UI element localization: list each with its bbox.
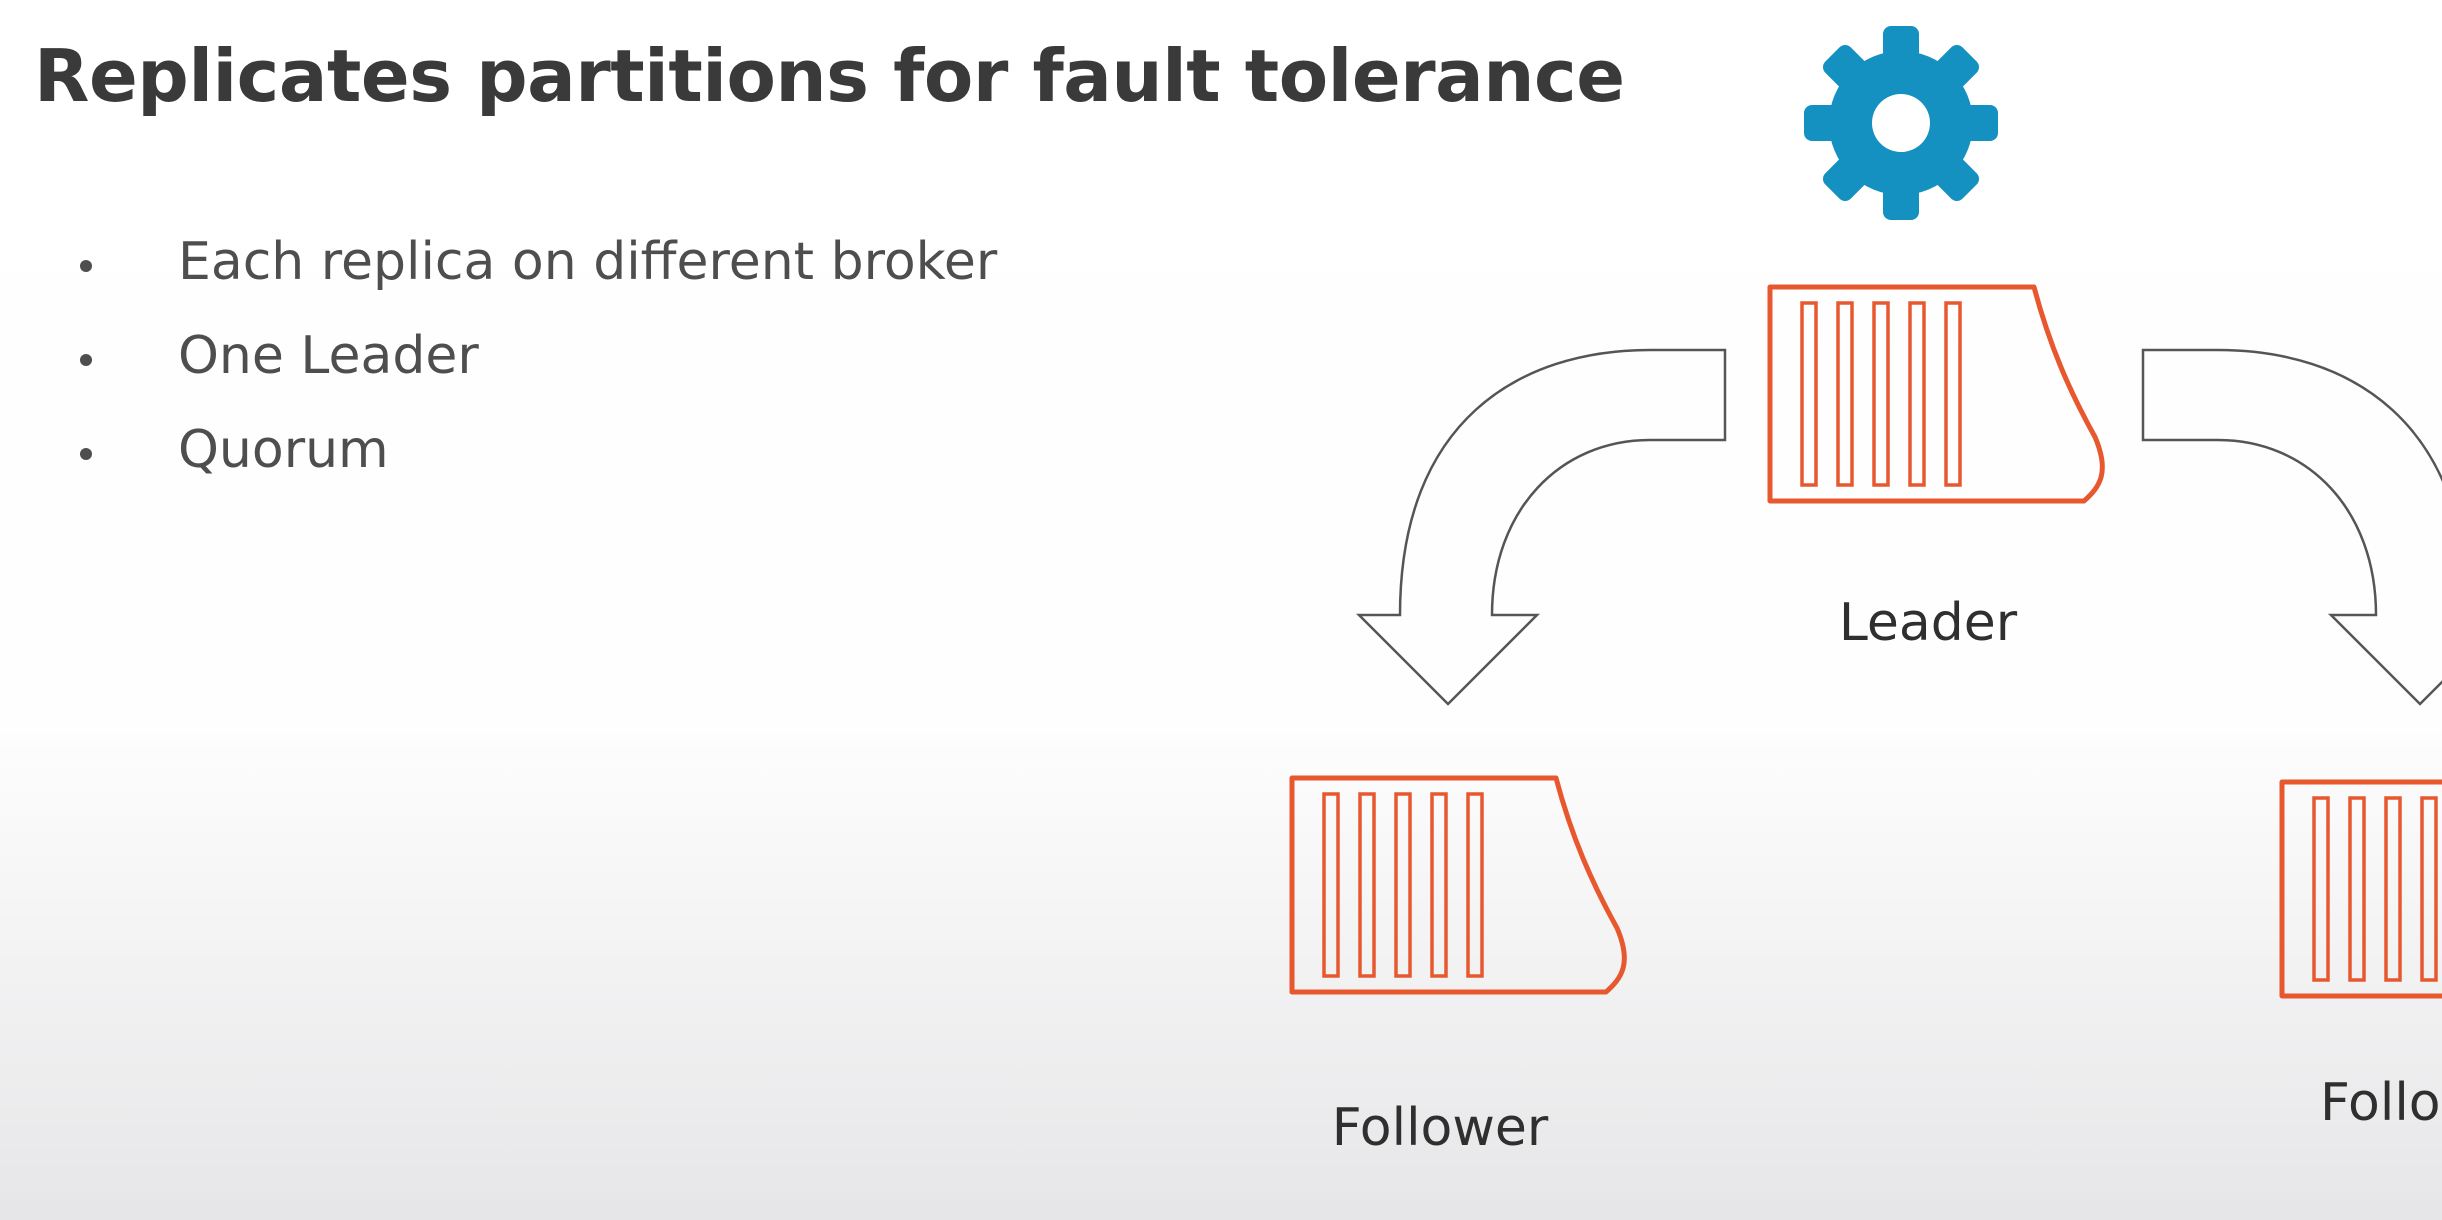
gear-icon <box>1804 26 1998 220</box>
bullet-text: Each replica on different broker <box>178 232 998 292</box>
bullet-text: Quorum <box>178 420 389 480</box>
follower-left-partition-icon <box>1292 778 1624 992</box>
follower-right-partition-icon <box>2282 782 2442 996</box>
bullet-text: One Leader <box>178 326 479 386</box>
follower-left-label: Follower <box>1331 1098 1549 1158</box>
slide-title: Replicates partitions for fault tolerance <box>34 34 1625 118</box>
curved-arrow-right-icon <box>2143 350 2442 704</box>
curved-arrow-left-icon <box>1359 350 1725 704</box>
leader-partition-icon <box>1770 287 2102 501</box>
leader-label: Leader <box>1838 593 2018 653</box>
follower-right-label: Follo <box>2320 1073 2441 1133</box>
